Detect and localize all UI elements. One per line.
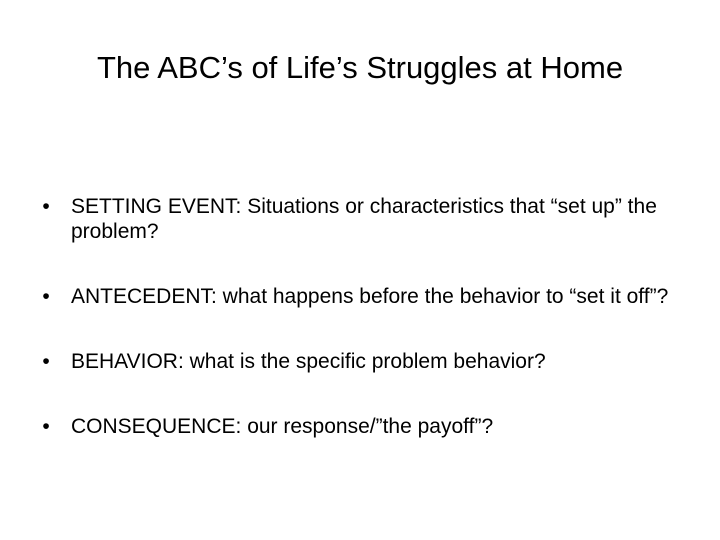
bullet-list [36, 194, 686, 439]
bullet-item-behavior [36, 349, 686, 374]
bullet-text: SETTING EVENT: Situations or characteristics that “set up” the problem? [71, 195, 657, 243]
bullet-icon: • [42, 350, 50, 373]
bullet-icon: • [42, 195, 50, 218]
slide-title: The ABC’s of Life’s Struggles at Home [96, 50, 624, 85]
bullet-text: ANTECEDENT: what happens before the behavior to “set it off”? [71, 285, 669, 308]
bullet-text: CONSEQUENCE: our response/”the payoff”? [71, 415, 494, 438]
bullet-icon: • [42, 415, 50, 438]
bullet-item-consequence [36, 414, 686, 439]
bullet-text: BEHAVIOR: what is the specific problem behavior? [71, 350, 546, 373]
bullet-item-setting-event [36, 194, 686, 244]
bullet-icon: • [42, 285, 50, 308]
bullet-item-antecedent [36, 284, 686, 309]
